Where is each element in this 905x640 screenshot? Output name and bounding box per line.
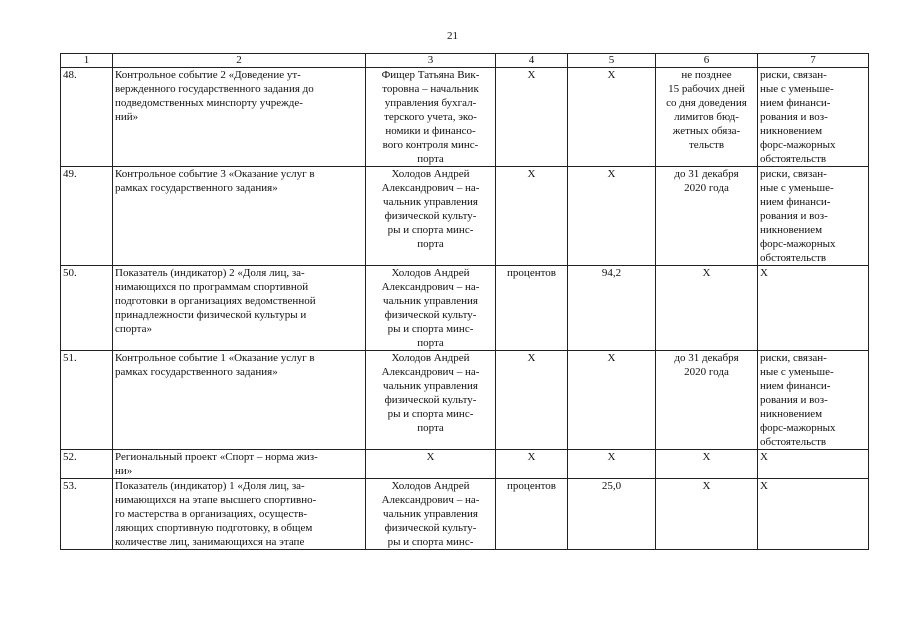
row-number: 53.: [63, 480, 77, 492]
value-cell: [568, 266, 656, 351]
value-cell: [568, 68, 656, 167]
item-name: Региональный проект «Спорт – норма жиз- ни»: [115, 451, 318, 477]
value: Х: [607, 69, 616, 81]
row-number-cell: [61, 68, 113, 167]
value-cell: [568, 479, 656, 550]
deadline-cell: [656, 479, 758, 550]
responsible-person: Холодов Андрей Александрович – на- чальник управления физической культу- ры и спорта минс- порта: [381, 267, 480, 349]
row-number-cell: [61, 167, 113, 266]
deadline: до 31 декабря 2020 года: [674, 168, 739, 194]
risks: риски, связан- ные с уменьше- нием финанси- рования и воз- никновением форс-мажорных обстоятельств: [760, 352, 836, 448]
risks-cell: [758, 266, 869, 351]
deadline-cell: [656, 450, 758, 479]
risks-cell: [758, 167, 869, 266]
responsible-person-cell: [366, 68, 496, 167]
risks-cell: [758, 479, 869, 550]
header-row: [61, 54, 869, 68]
item-name: Показатель (индикатор) 2 «Доля лиц, за- нимающихся по программам спортивной подготовки в организациях ведомственной принадлежности физической культуры и спорта»: [115, 267, 316, 335]
row-number: 50.: [63, 267, 77, 279]
unit-cell: [496, 68, 568, 167]
header-col-4: 4: [496, 54, 568, 68]
row-number: 48.: [63, 69, 77, 81]
table-row: [61, 450, 869, 479]
unit: Х: [527, 168, 536, 180]
risks: Х: [760, 480, 768, 492]
value: Х: [607, 352, 616, 364]
item-name: Контрольное событие 2 «Доведение ут- вержденного государственного задания до подведомственных минспорту учрежде- ний»: [115, 69, 314, 123]
unit-cell: [496, 266, 568, 351]
item-name-cell: [113, 450, 366, 479]
item-name-cell: [113, 266, 366, 351]
table-row: [61, 351, 869, 450]
item-name-cell: [113, 479, 366, 550]
header-col-6: 6: [656, 54, 758, 68]
responsible-person-cell: [366, 479, 496, 550]
item-name-cell: [113, 167, 366, 266]
header-col-5: 5: [568, 54, 656, 68]
responsible-person: Холодов Андрей Александрович – на- чальник управления физической культу- ры и спорта минс- порта: [381, 352, 480, 434]
unit-cell: [496, 479, 568, 550]
risks-cell: [758, 68, 869, 167]
deadline: до 31 декабря 2020 года: [674, 352, 739, 378]
risks: Х: [760, 267, 768, 279]
row-number-cell: [61, 266, 113, 351]
page-number: 21: [447, 30, 458, 42]
unit: Х: [527, 352, 536, 364]
value-cell: [568, 167, 656, 266]
row-number-cell: [61, 479, 113, 550]
unit: Х: [527, 451, 536, 463]
responsible-person-cell: [366, 450, 496, 479]
value: Х: [607, 168, 616, 180]
deadline-cell: [656, 167, 758, 266]
row-number-cell: [61, 450, 113, 479]
responsible-person-cell: [366, 351, 496, 450]
deadline: Х: [702, 451, 711, 463]
item-name: Показатель (индикатор) 1 «Доля лиц, за- нимающихся на этапе высшего спортивно- го мастерства в организациях, осуществ- ляющих спортивную подготовку, в общем количестве лиц, занимающихся на этапе: [115, 480, 317, 548]
value: 25,0: [601, 480, 622, 492]
plan-table: [60, 53, 869, 550]
row-number: 49.: [63, 168, 77, 180]
deadline: Х: [702, 480, 711, 492]
responsible-person-cell: [366, 167, 496, 266]
deadline-cell: [656, 351, 758, 450]
unit-cell: [496, 351, 568, 450]
responsible-person: Холодов Андрей Александрович – на- чальник управления физической культу- ры и спорта минс-: [381, 480, 480, 548]
header-col-7: 7: [758, 54, 869, 68]
risks: риски, связан- ные с уменьше- нием финанси- рования и воз- никновением форс-мажорных обстоятельств: [760, 168, 836, 264]
value-cell: [568, 351, 656, 450]
row-number: 52.: [63, 451, 77, 463]
value-cell: [568, 450, 656, 479]
unit: процентов: [507, 480, 556, 492]
risks: Х: [760, 451, 768, 463]
deadline: не позднее 15 рабочих дней со дня доведения лимитов бюд- жетных обяза- тельств: [666, 69, 747, 151]
table-row: [61, 167, 869, 266]
table-row: [61, 266, 869, 351]
unit-cell: [496, 167, 568, 266]
header-col-1: 1: [61, 54, 113, 68]
deadline-cell: [656, 68, 758, 167]
header-col-2: 2: [113, 54, 366, 68]
responsible-person: Холодов Андрей Александрович – на- чальник управления физической культу- ры и спорта минс- порта: [381, 168, 480, 250]
item-name: Контрольное событие 1 «Оказание услуг в рамках государственного задания»: [115, 352, 315, 378]
table-row: [61, 479, 869, 550]
deadline-cell: [656, 266, 758, 351]
row-number: 51.: [63, 352, 77, 364]
item-name-cell: [113, 351, 366, 450]
unit-cell: [496, 450, 568, 479]
unit: Х: [527, 69, 536, 81]
responsible-person: Х: [426, 451, 435, 463]
responsible-person-cell: [366, 266, 496, 351]
value: 94,2: [601, 267, 622, 279]
item-name: Контрольное событие 3 «Оказание услуг в рамках государственного задания»: [115, 168, 315, 194]
table-row: [61, 68, 869, 167]
row-number-cell: [61, 351, 113, 450]
item-name-cell: [113, 68, 366, 167]
responsible-person: Фищер Татьяна Вик- торовна – начальник управления бухгал- терского учета, эко- номики и финансо- вого контроля минс- порта: [381, 69, 480, 165]
value: Х: [607, 451, 616, 463]
deadline: Х: [702, 267, 711, 279]
unit: процентов: [507, 267, 556, 279]
risks: риски, связан- ные с уменьше- нием финанси- рования и воз- никновением форс-мажорных обстоятельств: [760, 69, 836, 165]
header-col-3: 3: [366, 54, 496, 68]
risks-cell: [758, 351, 869, 450]
risks-cell: [758, 450, 869, 479]
